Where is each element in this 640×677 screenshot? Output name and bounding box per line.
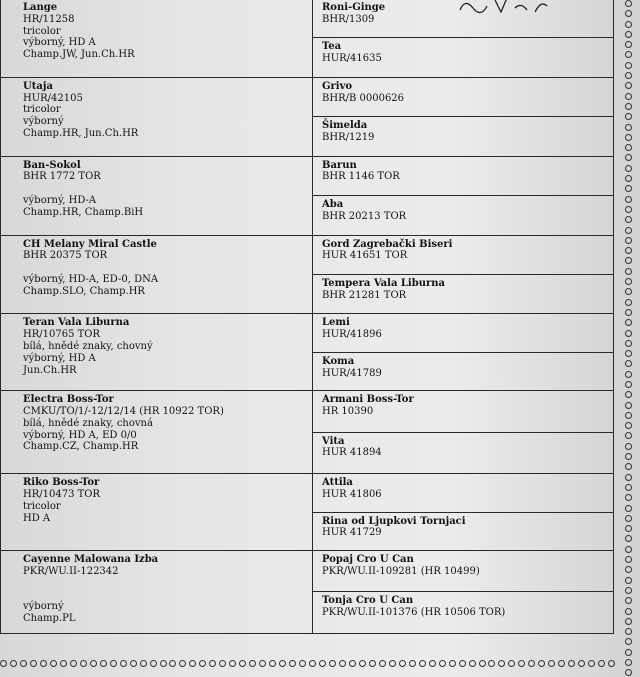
dog-detail: BHR 20213 TOR (322, 210, 407, 222)
border-ornament (625, 257, 632, 264)
dog-name: Electra Boss-Tor (23, 394, 114, 406)
parent-cell (1, 77, 313, 156)
border-ornament (625, 175, 632, 182)
border-ornament (625, 350, 632, 357)
border-ornament (588, 660, 595, 667)
border-ornament (150, 660, 157, 667)
dog-name: Vita (322, 435, 345, 447)
border-ornament (429, 660, 436, 667)
dog-detail: výborný (23, 601, 64, 613)
border-ornament (100, 660, 107, 667)
border-ornament (625, 443, 632, 450)
border-ornament (625, 381, 632, 388)
border-ornament (625, 0, 632, 7)
dog-detail: výborný, HD A (23, 37, 96, 49)
border-ornament (625, 165, 632, 172)
grandparent-cell (313, 592, 614, 634)
dog-detail: bílá, hnědé znaky, chovný (23, 340, 153, 352)
border-ornament (50, 660, 57, 667)
border-ornament (459, 660, 466, 667)
border-ornament (625, 628, 632, 635)
pedigree-row (1, 314, 614, 352)
dog-name: Popaj Cro U Can (322, 553, 414, 565)
border-ornament (209, 660, 216, 667)
border-ornament (625, 371, 632, 378)
dog-detail: HR/10765 TOR (23, 329, 101, 341)
border-ornament (625, 515, 632, 522)
dog-detail: Champ.HR, Jun.Ch.HR (23, 128, 139, 140)
border-ornament (558, 660, 565, 667)
dog-name: Riko Boss-Tor (23, 477, 100, 489)
dog-name: Rina od Ljupkovi Tornjaci (322, 515, 466, 527)
dog-name: Armani Boss-Tor (322, 394, 414, 406)
border-ornament (625, 587, 632, 594)
border-ornament (439, 660, 446, 667)
border-ornament (625, 93, 632, 100)
border-ornament (625, 154, 632, 161)
dog-name: Barun (322, 159, 357, 171)
dog-detail: HUR 41651 TOR (322, 250, 408, 262)
border-ornament (339, 660, 346, 667)
border-ornament (625, 309, 632, 316)
border-ornament (70, 660, 77, 667)
border-ornament (625, 597, 632, 604)
dog-detail: BHR 20375 TOR (23, 250, 108, 262)
dog-detail: HR/11258 (23, 13, 75, 25)
border-ornament (625, 196, 632, 203)
border-ornament (80, 660, 87, 667)
dog-detail: Champ.SLO, Champ.HR (23, 285, 145, 297)
dog-detail: Champ.CZ, Champ.HR (23, 441, 139, 453)
border-ornament (538, 660, 545, 667)
border-ornament (379, 660, 386, 667)
dog-detail: Champ.JW, Jun.Ch.HR (23, 49, 135, 61)
dog-name: Šimelda (322, 120, 368, 132)
border-ornament (625, 299, 632, 306)
border-ornament (625, 144, 632, 151)
border-ornament (625, 474, 632, 481)
border-ornament (488, 660, 495, 667)
border-ornament (625, 237, 632, 244)
border-ornament (90, 660, 97, 667)
dog-detail: BHR/1219 (322, 132, 375, 144)
dog-detail: HUR 41729 (322, 527, 382, 539)
handwritten-signature (455, 0, 565, 16)
border-ornament (10, 660, 17, 667)
dog-detail: CMKU/TO/1/-12/12/14 (HR 10922 TOR) (23, 405, 224, 417)
border-ornament (625, 62, 632, 69)
dog-detail: BHR/1309 (322, 13, 375, 25)
border-ornament (625, 618, 632, 625)
border-ornament (120, 660, 127, 667)
border-ornament (518, 660, 525, 667)
border-ornament (625, 608, 632, 615)
dog-detail: výborný, HD A (23, 352, 96, 364)
border-ornament (625, 103, 632, 110)
dog-detail: HR 10390 (322, 405, 374, 417)
grandparent-cell (313, 352, 614, 390)
border-ornament (110, 660, 117, 667)
border-ornament (625, 340, 632, 347)
dog-name: Attila (322, 477, 353, 489)
border-ornament (625, 10, 632, 17)
border-ornament (389, 660, 396, 667)
border-ornament (625, 247, 632, 254)
dog-name: Cayenne Malowana Izba (23, 553, 159, 565)
parent-cell (1, 391, 313, 474)
grandparent-cell (313, 391, 614, 433)
border-ornament (279, 660, 286, 667)
dog-name: Utaja (23, 80, 53, 92)
dog-name: CH Melany Miral Castle (23, 238, 157, 250)
border-ornament (625, 535, 632, 542)
dog-detail: HUR/41635 (322, 53, 382, 65)
border-ornament (625, 206, 632, 213)
border-ornament (625, 453, 632, 460)
border-ornament (399, 660, 406, 667)
border-ornament (20, 660, 27, 667)
border-ornament (508, 660, 515, 667)
dog-name: Koma (322, 355, 355, 367)
dog-name: Lange (23, 2, 58, 13)
border-ornament (625, 319, 632, 326)
border-ornament (40, 660, 47, 667)
dog-detail: Jun.Ch.HR (23, 364, 77, 376)
border-ornament (625, 216, 632, 223)
parent-cell (1, 474, 313, 551)
dog-name: Tempera Vala Liburna (322, 277, 446, 289)
border-ornament (568, 660, 575, 667)
grandparent-cell (313, 314, 614, 352)
border-ornament (528, 660, 535, 667)
border-ornament (625, 484, 632, 491)
border-ornament (625, 669, 632, 676)
dog-name: Gord Zagrebački Biseri (322, 238, 453, 250)
border-ornament (140, 660, 147, 667)
dog-detail: HUR 41806 (322, 488, 382, 500)
border-ornament (249, 660, 256, 667)
pedigree-row (1, 474, 614, 512)
border-ornament (625, 577, 632, 584)
border-ornament (189, 660, 196, 667)
pedigree-row (1, 156, 614, 195)
dog-name: Lemi (322, 317, 350, 329)
border-ornament (479, 660, 486, 667)
border-ornament (30, 660, 37, 667)
border-ornament (625, 402, 632, 409)
pedigree-row (1, 391, 614, 433)
dog-detail: tricolor (23, 104, 61, 116)
grandparent-cell (313, 77, 614, 116)
dog-detail: Champ.PL (23, 613, 76, 625)
dog-name: Tonja Cro U Can (322, 595, 414, 607)
border-ornament (608, 660, 615, 667)
dog-detail: HR/10473 TOR (23, 488, 101, 500)
border-ornament (625, 21, 632, 28)
border-ornament (229, 660, 236, 667)
border-ornament (309, 660, 316, 667)
dog-detail: HUR/42105 (23, 92, 83, 104)
border-ornament (625, 31, 632, 38)
grandparent-cell (313, 432, 614, 474)
dog-detail (23, 262, 306, 274)
border-ornament (329, 660, 336, 667)
dog-detail: BHR 1146 TOR (322, 171, 400, 183)
border-ornament (409, 660, 416, 667)
dog-name: Roni-Ginge (322, 2, 386, 13)
dog-detail: tricolor (23, 25, 61, 37)
border-ornament (548, 660, 555, 667)
border-ornament (625, 494, 632, 501)
dog-detail: HD A (23, 512, 51, 524)
dog-detail (23, 577, 306, 589)
border-ornament (625, 288, 632, 295)
border-ornament (498, 660, 505, 667)
parent-cell (1, 235, 313, 314)
border-ornament (625, 505, 632, 512)
grandparent-cell (313, 38, 614, 77)
border-ornament (625, 638, 632, 645)
border-ornament (469, 660, 476, 667)
border-ornament (625, 278, 632, 285)
dog-name: Tea (322, 41, 342, 53)
grandparent-cell (313, 235, 614, 274)
parent-cell (1, 156, 313, 235)
parent-cell (1, 550, 313, 633)
dog-name: Aba (322, 199, 344, 211)
grandparent-cell (313, 550, 614, 592)
dog-detail (23, 183, 306, 195)
border-ornament (419, 660, 426, 667)
border-ornament (349, 660, 356, 667)
border-ornament (625, 566, 632, 573)
dog-detail: HUR 41894 (322, 447, 382, 459)
dog-detail: PKR/WU.II-101376 (HR 10506 TOR) (322, 607, 506, 619)
dog-detail: PKR/WU.II-122342 (23, 565, 119, 577)
border-ornament (625, 124, 632, 131)
border-ornament (625, 113, 632, 120)
dog-detail: bílá, hnědé znaky, chovná (23, 417, 153, 429)
border-ornament (359, 660, 366, 667)
dog-detail: PKR/WU.II-109281 (HR 10499) (322, 565, 480, 577)
grandparent-cell (313, 474, 614, 512)
border-ornament (160, 660, 167, 667)
border-ornament (578, 660, 585, 667)
border-ornament (0, 660, 7, 667)
decorative-border-right (623, 0, 633, 677)
border-ornament (625, 268, 632, 275)
dog-detail: Champ.HR, Champ.BiH (23, 207, 144, 219)
border-ornament (625, 330, 632, 337)
dog-name: Ban-Sokol (23, 159, 81, 171)
border-ornament (130, 660, 137, 667)
dog-detail: výborný, HD-A, ED-0, DNA (23, 274, 159, 286)
grandparent-cell (313, 117, 614, 156)
border-ornament (625, 185, 632, 192)
grandparent-cell (313, 274, 614, 313)
dog-detail (23, 589, 306, 601)
border-ornament (369, 660, 376, 667)
grandparent-cell (313, 512, 614, 550)
grandparent-cell (313, 156, 614, 195)
border-ornament (625, 412, 632, 419)
border-ornament (625, 422, 632, 429)
border-ornament (625, 51, 632, 58)
border-ornament (625, 649, 632, 656)
border-ornament (625, 391, 632, 398)
border-ornament (625, 227, 632, 234)
dog-detail: výborný, HD-A (23, 195, 97, 207)
border-ornament (625, 82, 632, 89)
pedigree-row (1, 550, 614, 592)
border-ornament (625, 463, 632, 470)
pedigree-row (1, 235, 614, 274)
dog-detail: BHR/B 0000626 (322, 92, 405, 104)
dog-detail: HUR/41896 (322, 329, 382, 341)
border-ornament (299, 660, 306, 667)
border-ornament (239, 660, 246, 667)
border-ornament (625, 360, 632, 367)
border-ornament (60, 660, 67, 667)
grandparent-cell (313, 196, 614, 235)
dog-detail: HUR/41789 (322, 367, 382, 379)
border-ornament (625, 41, 632, 48)
border-ornament (625, 546, 632, 553)
border-ornament (449, 660, 456, 667)
border-ornament (319, 660, 326, 667)
dog-name: Teran Vala Liburna (23, 317, 130, 329)
border-ornament (625, 556, 632, 563)
border-ornament (199, 660, 206, 667)
parent-cell (1, 314, 313, 391)
border-ornament (169, 660, 176, 667)
pedigree-row (1, 77, 614, 116)
border-ornament (625, 432, 632, 439)
border-ornament (219, 660, 226, 667)
border-ornament (269, 660, 276, 667)
parent-cell (1, 0, 313, 77)
dog-detail: výborný, HD A, ED 0/0 (23, 429, 137, 441)
dog-detail: BHR 1772 TOR (23, 171, 101, 183)
border-ornament (625, 525, 632, 532)
border-ornament (625, 72, 632, 79)
dog-detail: výborný (23, 116, 64, 128)
dog-detail: BHR 21281 TOR (322, 289, 407, 301)
dog-name: Grivo (322, 80, 353, 92)
decorative-border-bottom (0, 658, 616, 668)
border-ornament (625, 134, 632, 141)
border-ornament (179, 660, 186, 667)
dog-detail: tricolor (23, 500, 61, 512)
border-ornament (598, 660, 605, 667)
border-ornament (259, 660, 266, 667)
border-ornament (625, 659, 632, 666)
border-ornament (289, 660, 296, 667)
